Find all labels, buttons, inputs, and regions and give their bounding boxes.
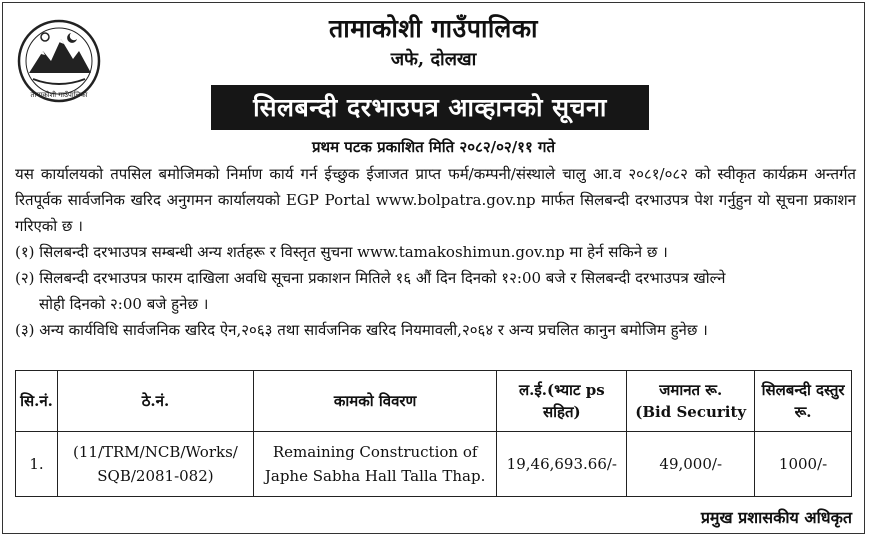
cell-contract-no [57, 432, 253, 497]
description-line2: Japhe Sabha Hall Talla Thap. [264, 467, 486, 485]
condition-2: (२) सिलबन्दी दरभाउपत्र फारम दाखिला अवधि सूचना प्रकाशन मितिले १६ औं दिन दिनको १२:00 बजे र सिलबन्दी दरभाउपत्र खोल्ने [15, 269, 726, 287]
notice-body [15, 161, 856, 343]
notice-title-banner: सिलबन्दी दरभाउपत्र आव्हानको सूचना [211, 85, 649, 130]
condition-3: (३) अन्य कार्यविधि सार्वजनिक खरिद ऐन,२०६३ तथा सार्वजनिक खरिद नियमावली,२०६४ र अन्य प्रचलित कानुन बमोजिम हुनेछ । [15, 321, 708, 339]
notice-page [2, 2, 865, 534]
table-row [16, 432, 852, 497]
cell-description [253, 432, 496, 497]
condition-1: (१) सिलबन्दी दरभाउपत्र सम्बन्धी अन्य शर्तहरू र विस्तृत सुचना www.tamakoshimun.gov.np मा हेर्न सकिने छ । [15, 243, 668, 261]
publish-date: प्रथम पटक प्रकाशित मिति २०८२/०२/११ गते [311, 138, 556, 156]
intro-paragraph: यस कार्यालयको तपसिल बमोजिमको निर्माण कार्य गर्न ईच्छुक ईजाजत प्राप्त फर्म/कम्पनी/संस्थाले चालु आ.व २०८१/०८२ को स्वीकृत कार्यक्रम अन्तर्गत रितपूर्वक सार्वजनिक खरिद अनुगमन कार्यालयको EGP Portal www.bolpatra.gov.np मार्फत सिलबन्दी दरभाउपत्र पेश गर्नुहुन यो सूचना प्रकाशन गरिएको छ । [15, 165, 856, 235]
contract-no-line1: (11/TRM/NCB/Works/ [73, 443, 238, 461]
header-contract-no: ठे.नं. [57, 371, 253, 432]
org-address: जफे, दोलखा [390, 49, 477, 70]
bid-table [15, 370, 852, 497]
header-sn: सि.नं. [16, 371, 58, 432]
condition-2-continued: सोही दिनको २:00 बजे हुनेछ । [39, 295, 209, 313]
signatory-title: प्रमुख प्रशासकीय अधिकृत [700, 508, 852, 527]
cell-cost-estimate: 19,46,693.66/- [497, 432, 627, 497]
header-bid-security [627, 371, 755, 432]
header-fee: सिलबन्दी दस्तुर रू. [755, 371, 852, 432]
logo-caption: तामाकोशी गाउँपालिका [30, 91, 88, 99]
header-bid-security-en: (Bid Security [635, 403, 747, 421]
header-bid-security-np: जमानत रू. [659, 381, 723, 399]
org-name: तामाकोशी गाउँपालिका [328, 14, 539, 43]
contract-no-line2: SQB/2081-082) [97, 467, 214, 485]
header-cost-estimate: ल.ई.(भ्याट ps सहित) [497, 371, 627, 432]
table-header-row [16, 371, 852, 432]
header-description: कामको विवरण [253, 371, 496, 432]
cell-sn: 1. [16, 432, 58, 497]
description-line1: Remaining Construction of [272, 443, 478, 461]
cell-fee: 1000/- [755, 432, 852, 497]
cell-bid-security: 49,000/- [627, 432, 755, 497]
